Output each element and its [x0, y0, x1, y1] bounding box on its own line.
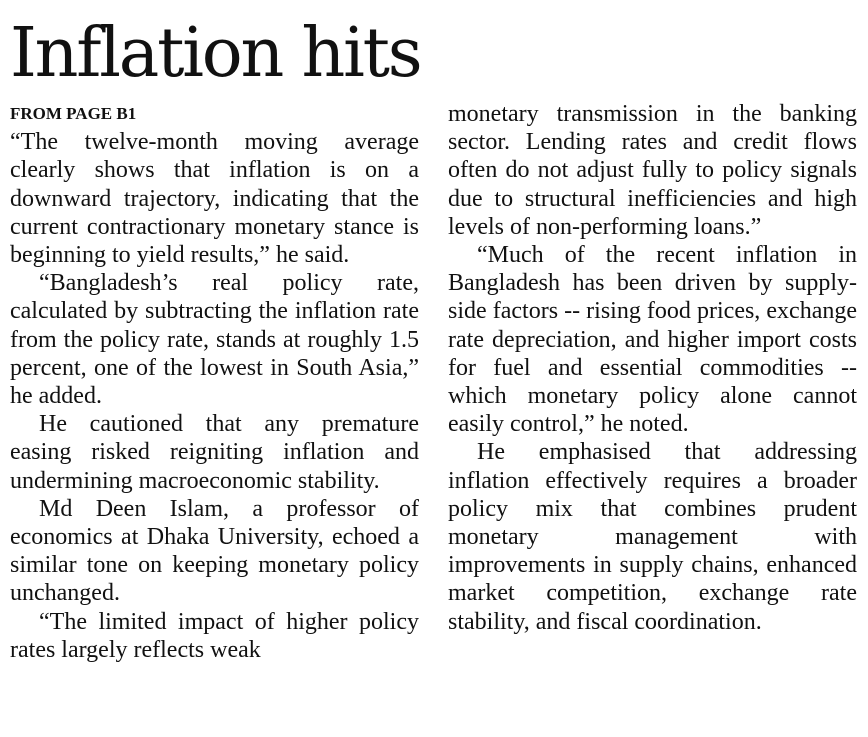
paragraph: “The limited impact of higher policy rates largely reflects weak: [10, 608, 419, 663]
right-column: [448, 100, 857, 636]
paragraph: Md Deen Islam, a professor of economics at Dhaka University, echoed a similar tone on keeping monetary policy unchanged.: [10, 495, 419, 607]
paragraph: “The twelve-month moving average clearly shows that inflation is on a downward trajectory, indicating that the current contractionary monetary stance is beginning to yield results,” he said.: [10, 129, 419, 268]
paragraph: He emphasised that addressing inflation effectively requires a broader policy mix that combines prudent monetary management with improvements in supply chains, enhanced market competition, exchange rate stability, and fiscal coordination.: [448, 439, 857, 635]
paragraph: “Much of the recent inflation in Bangladesh has been driven by supply-side factors -- rising food prices, exchange rate depreciation, and higher import costs for fuel and essential commodities -- which monetary policy alone cannot easily control,” he noted.: [448, 242, 857, 438]
left-column: [10, 100, 419, 664]
paragraph: “Bangladesh’s real policy rate, calculated by subtracting the inflation rate from the policy rate, stands at roughly 1.5 percent, one of the lowest in South Asia,” he added.: [10, 270, 419, 410]
headline: Inflation hits: [10, 14, 421, 93]
continued-from-label: FROM PAGE B1: [10, 104, 137, 123]
paragraph: He cautioned that any premature easing risked reigniting inflation and undermining macroeconomic stability.: [10, 411, 419, 494]
paragraph: monetary transmission in the banking sector. Lending rates and credit flows often do not adjust fully to policy signals due to structural inefficiencies and high levels of non-performing loans.”: [448, 101, 857, 240]
